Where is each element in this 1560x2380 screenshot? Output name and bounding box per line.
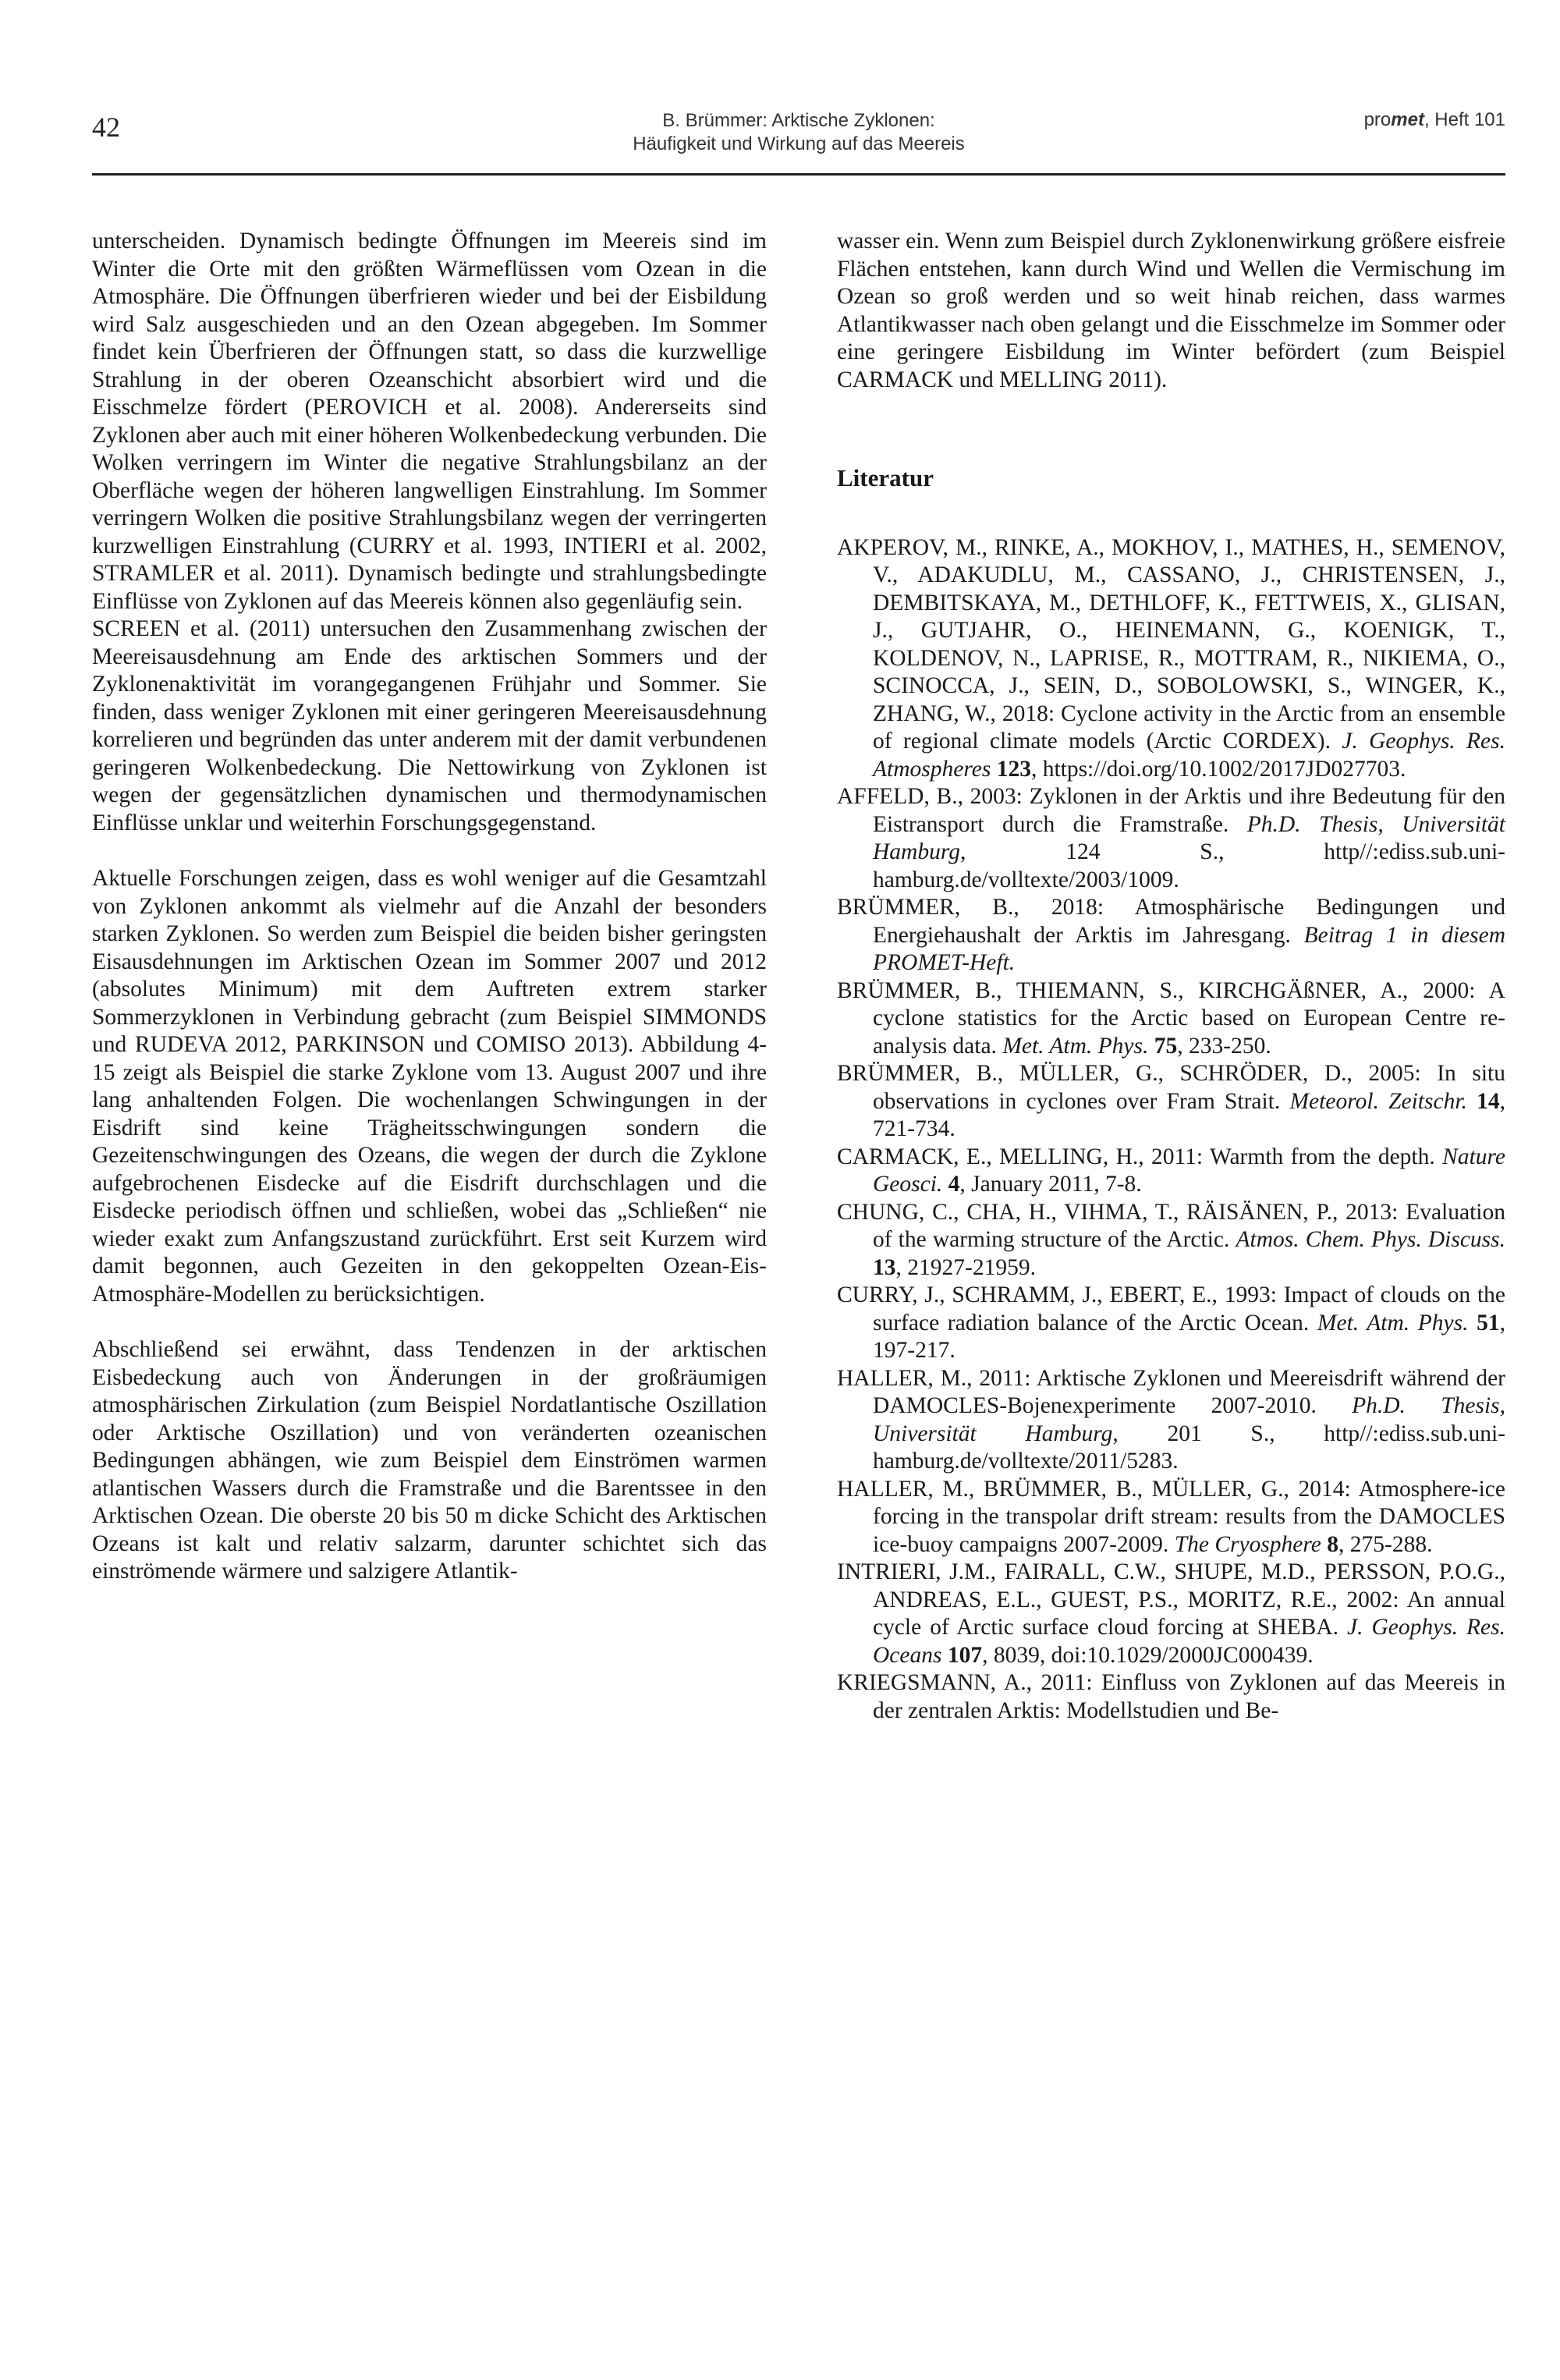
section-heading-literatur: Literatur: [837, 464, 934, 491]
reference-entry: [837, 1282, 1505, 1365]
reference-journal: Nature Geosci.: [873, 1144, 1505, 1197]
reference-journal: J. Geophys. Res. Oceans: [873, 1615, 1505, 1668]
journal-brand-pre: pro: [1363, 109, 1392, 130]
journal-brand-em: met: [1391, 109, 1424, 130]
reference-journal: J. Geophys. Res. Atmospheres: [873, 729, 1505, 782]
paragraph: SCREEN et al. (2011) untersuchen den Zusammenhang zwischen der Meereisausdehnung am Ende des arktischen Sommers und der Zyklonenaktivität im vorangegangenen Frühjahr und Sommer. Sie finden, dass weniger Zyklonen mit einer geringeren Meereisausdehnung korrelieren und begründen das unter anderem mit der damit verbundenen geringeren Wolkenbedeckung. Die Nettowirkung von Zyklonen ist wegen der gegensätzlichen dynamischen und thermodynamischen Einflüsse unklar und weiterhin Forschungsgegenstand.: [92, 616, 767, 835]
reference-pages: , 8039, doi:10.1029/2000JC000439.: [982, 1642, 1314, 1668]
reference-volume: 4: [942, 1172, 960, 1197]
reference-pages: , 201 S., http//:ediss.sub.uni-hamburg.de/volltexte/2011/5283.: [873, 1421, 1505, 1474]
reference-entry: [837, 1144, 1505, 1199]
reference-authors-title: INTRIERI, J.M., FAIRALL, C.W., SHUPE, M.D., PERSSON, P.O.G., ANDREAS, E.L., GUEST, P.S., MORITZ, R.E., 2002: An annual cycle of Arctic surface cloud forcing at SHEBA.: [837, 1559, 1505, 1640]
reference-pages: , 233-250.: [1177, 1033, 1271, 1059]
reference-entry: [837, 783, 1505, 894]
reference-journal: Ph.D. Thesis, Universität Hamburg: [873, 1393, 1505, 1446]
reference-pages: , 197-217.: [873, 1310, 1506, 1363]
running-title-line-2: Häufigkeit und Wirkung auf das Meereis: [633, 133, 965, 154]
reference-authors-title: CARMACK, E., MELLING, H., 2011: Warmth from the depth.: [837, 1144, 1443, 1169]
reference-pages: , 721-734.: [873, 1088, 1505, 1141]
page-number: 42: [92, 112, 120, 143]
reference-pages: , January 2011, 7-8.: [959, 1172, 1142, 1197]
reference-authors-title: AFFELD, B., 2003: Zyklonen in der Arktis und ihre Bedeutung für den Eistransport durch die Framstraße.: [837, 784, 1505, 837]
reference-pages: , 275-288.: [1338, 1531, 1433, 1557]
reference-entry: [837, 1060, 1505, 1144]
reference-entry: [837, 894, 1505, 977]
reference-journal: Atmos. Chem. Phys. Discuss.: [1236, 1227, 1505, 1252]
reference-pages: , 124 S., http//:ediss.sub.uni-hamburg.de/volltexte/2003/1009.: [873, 839, 1505, 892]
reference-entry: [837, 1365, 1505, 1476]
reference-authors-title: BRÜMMER, B., THIEMANN, S., KIRCHGÄßNER, A., 2000: A cyclone statistics for the Arctic based on European Centre re-analysis data.: [837, 977, 1505, 1059]
reference-journal: The Cryosphere: [1174, 1531, 1321, 1557]
reference-entry: [837, 1199, 1505, 1282]
paragraph: unterscheiden. Dynamisch bedingte Öffnungen im Meereis sind im Winter die Orte mit den größten Wärmeflüssen vom Ozean in die Atmosphäre. Die Öffnungen überfrieren wieder und bei der Eisbildung wird Salz ausgeschieden und an den Ozean abgegeben. Im Sommer findet kein Überfrieren der Öffnungen statt, so dass die kurzwellige Strahlung in der oberen Ozeanschicht absorbiert wird und die Eisschmelze fördert (PEROVICH et al. 2008). Andererseits sind Zyklonen aber auch mit einer höheren Wolkenbedeckung verbunden. Die Wolken verringern im Winter die negative Strahlungsbilanz an der Oberfläche wegen der höheren langwelligen Einstrahlung. Im Sommer verringern Wolken die positive Strahlungsbilanz wegen der verringerten kurzwelligen Einstrahlung (CURRY et al. 1993, INTIERI et al. 2002, STRAMLER et al. 2011). Dynamisch bedingte und strahlungsbedingte Einflüsse von Zyklonen auf das Meereis können also gegenläufig sein.: [92, 229, 767, 614]
journal-name: [1364, 109, 1505, 131]
left-column: [92, 228, 767, 1586]
paragraph: Aktuelle Forschungen zeigen, dass es wohl weniger auf die Gesamtzahl von Zyklonen ankommt als vielmehr auf die Anzahl der besonders starken Zyklonen. So werden zum Beispiel die beiden bisher geringsten Eisausdehnungen im Arktischen Ozean im Sommer 2007 und 2012 (absolutes Minimum) mit dem Auftreten extrem starker Sommerzyklonen in Verbindung gebracht (zum Beispiel SIMMONDS und RUDEVA 2012, PARKINSON und COMISO 2013). Abbildung 4-15 zeigt als Beispiel die starke Zyklone vom 13. August 2007 und ihre lang anhaltenden Folgen. Die wochenlangen Schwingungen in der Eisdrift sind keine Trägheitsschwingungen sondern die Gezeitenschwingungen des Ozeans, die wegen der durch die Zyklone aufgebrochenen Eisdecke auf die Eisdrift durchschlagen und die Eisdecke periodisch öffnen und schließen, wobei das „Schließen“ nie wieder exakt zum Anfangszustand zurückführt. Erst seit Kurzem wird damit begonnen, auch Gezeiten in den gekoppelten Ozean-Eis-Atmosphäre-Modellen zu berücksichtigen.: [92, 866, 767, 1307]
reference-entry: [837, 977, 1505, 1061]
reference-entry: [837, 1669, 1505, 1725]
reference-authors-title: CHUNG, C., CHA, H., VIHMA, T., RÄISÄNEN, P., 2013: Evaluation of the warming structure of the Arctic.: [837, 1199, 1505, 1252]
reference-journal: Ph.D. Thesis, Universität Hamburg: [873, 811, 1505, 864]
reference-authors-title: AKPEROV, M., RINKE, A., MOKHOV, I., MATHES, H., SEMENOV, V., ADAKUDLU, M., CASSANO, J., CHRISTENSEN, J., DEMBITSKAYA, M., DETHLOFF, K., FETTWEIS, X., GLISAN, J., GUTJAHR, O., HEINEMANN, G., KOENIGK, T., KOLDENOV, N., LAPRISE, R., MOTTRAM, R., NIKIEMA, O., SCINOCCA, J., SEIN, D., SOBOLOWSKI, S., WINGER, K., ZHANG, W., 2018: Cyclone activity in the Arctic from an ensemble of regional climate models (Arctic CORDEX).: [837, 534, 1505, 754]
reference-authors-title: BRÜMMER, B., 2018: Atmosphärische Bedingungen und Energiehaushalt der Arktis im Jahresgang.: [837, 895, 1505, 948]
reference-pages: , 21927-21959.: [895, 1254, 1036, 1280]
reference-entry: [837, 1559, 1505, 1669]
reference-authors-title: BRÜMMER, B., MÜLLER, G., SCHRÖDER, D., 2005: In situ observations in cyclones over Fram Strait.: [837, 1061, 1505, 1114]
reference-volume: 13: [873, 1254, 896, 1280]
paragraph: wasser ein. Wenn zum Beispiel durch Zyklonenwirkung größere eisfreie Flächen entstehen, kann durch Wind und Wellen die Vermischung im Ozean so groß werden und so weit hinab reichen, dass warmes Atlantikwasser nach oben gelangt und die Eisschmelze im Sommer oder eine geringere Eisbildung im Winter befördert (zum Beispiel CARMACK und MELLING 2011).: [837, 229, 1505, 392]
reference-entry: [837, 1476, 1505, 1559]
reference-journal: Met. Atm. Phys.: [1317, 1310, 1469, 1335]
reference-authors-title: CURRY, J., SCHRAMM, J., EBERT, E., 1993: Impact of clouds on the surface radiation balance of the Arctic Ocean.: [837, 1282, 1505, 1335]
reference-volume: 8: [1321, 1531, 1338, 1557]
right-column: [837, 228, 1505, 1725]
reference-list: [837, 534, 1505, 1726]
reference-journal: Meteorol. Zeitschr.: [1289, 1088, 1467, 1114]
page-header: [92, 101, 1505, 176]
reference-pages: , https://doi.org/10.1002/2017JD027703.: [1030, 756, 1406, 782]
reference-journal: Beitrag 1 in diesem PROMET-Heft.: [873, 922, 1505, 975]
reference-authors-title: HALLER, M., BRÜMMER, B., MÜLLER, G., 2014: Atmosphere-ice forcing in the transpolar drift stream: results from the DAMOCLES ice-buoy campaigns 2007-2009.: [837, 1476, 1505, 1557]
running-title: [92, 109, 1505, 156]
reference-volume: 51: [1468, 1310, 1500, 1335]
reference-entry: [837, 534, 1505, 784]
reference-volume: 14: [1466, 1088, 1500, 1114]
reference-journal: Met. Atm. Phys.: [1002, 1033, 1149, 1059]
journal-issue: , Heft 101: [1424, 109, 1505, 130]
paragraph: Abschließend sei erwähnt, dass Tendenzen in der arktischen Eisbedeckung auch von Änderungen in der großräumigen atmosphärischen Zirkulation (zum Beispiel Nordatlantische Oszillation oder Arktische Oszillation) und von veränderten ozeanischen Bedingungen abhängen, wie zum Beispiel dem Einströmen warmen atlantischen Wassers durch die Framstraße und die Barentssee in den Arktischen Ozean. Die oberste 20 bis 50 m dicke Schicht des Arktischen Ozeans ist kalt und relativ salzarm, darunter schichtet sich das einströmende wärmere und salzigere Atlantik-: [92, 1337, 767, 1584]
reference-volume: 123: [991, 756, 1031, 782]
reference-volume: 75: [1148, 1033, 1178, 1059]
reference-authors-title: KRIEGSMANN, A., 2011: Einfluss von Zyklonen auf das Meereis in der zentralen Arktis: Modellstudien und Be-: [837, 1670, 1505, 1723]
reference-authors-title: HALLER, M., 2011: Arktische Zyklonen und Meereisdrift während der DAMOCLES-Bojenexperimente 2007-2010.: [837, 1365, 1505, 1418]
running-title-line-1: B. Brümmer: Arktische Zyklonen:: [662, 110, 935, 131]
reference-volume: 107: [941, 1642, 983, 1668]
